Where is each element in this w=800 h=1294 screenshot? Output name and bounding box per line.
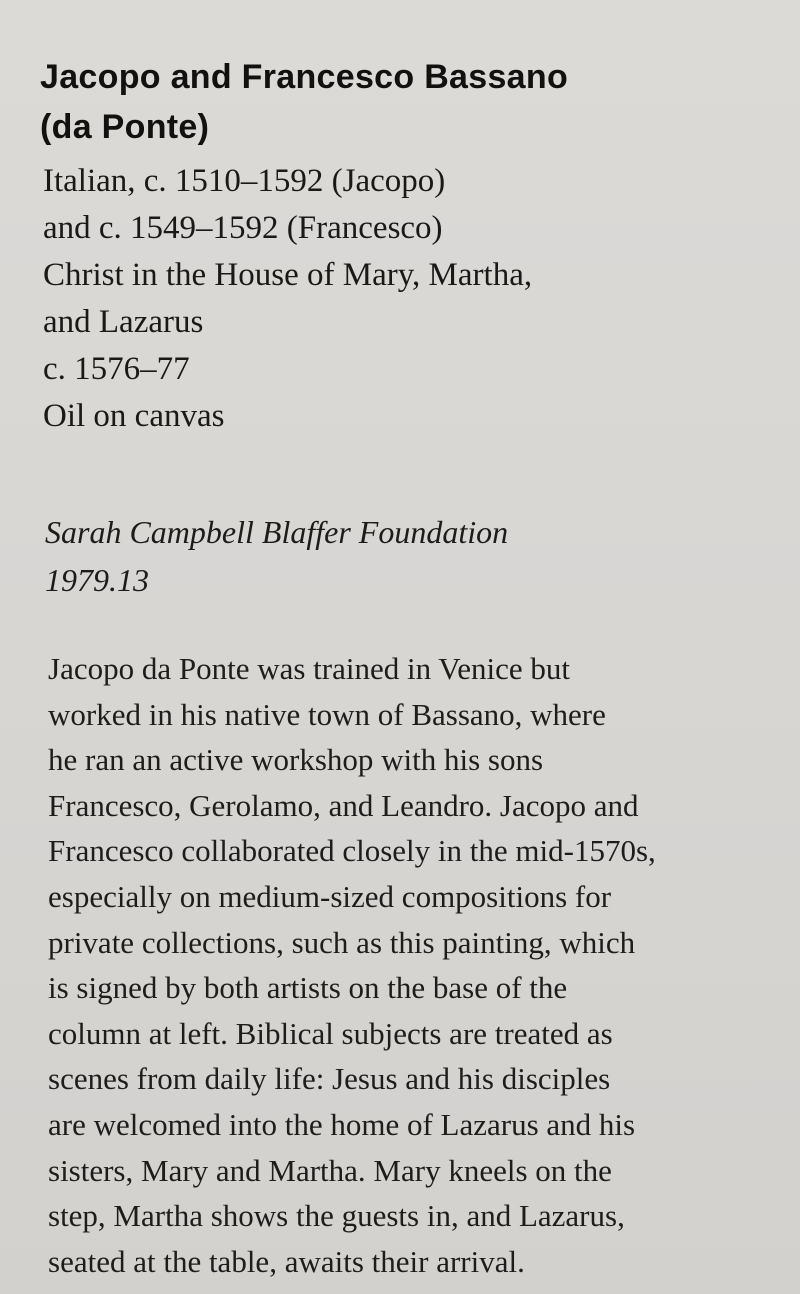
description-line: Jacopo da Ponte was trained in Venice but (48, 651, 570, 686)
description-line: sisters, Mary and Martha. Mary kneels on the (48, 1152, 612, 1188)
description-line: scenes from daily life: Jesus and his disciples (48, 1061, 611, 1097)
description-text (48, 646, 778, 1284)
description-line: private collections, such as this painting, which (48, 924, 636, 960)
artist-name (40, 52, 760, 152)
credit-line (45, 508, 765, 604)
description-line: are welcomed into the home of Lazarus and his (48, 1106, 636, 1142)
description-line: is signed by both artists on the base of the (48, 970, 568, 1006)
description-line: Francesco, Gerolamo, and Leandro. Jacopo and (48, 787, 639, 823)
description-line: he ran an active workshop with his sons (48, 742, 544, 778)
description-line: column at left. Biblical subjects are treated as (48, 1015, 613, 1051)
description-line: seated at the table, awaits their arrival. (48, 1243, 525, 1279)
nationality-dates-line-2: and c. 1549–1592 (Francesco) (43, 210, 443, 246)
artist-name-line-2: (da Ponte) (40, 108, 210, 146)
description-line: especially on medium-sized compositions for (48, 878, 612, 914)
description-line: worked in his native town of Bassano, where (48, 696, 606, 732)
artwork-date: c. 1576–77 (43, 351, 190, 387)
artwork-details (43, 158, 763, 440)
accession-number: 1979.13 (45, 562, 149, 598)
nationality-dates-line-1: Italian, c. 1510–1592 (Jacopo) (43, 163, 446, 199)
description-line: step, Martha shows the guests in, and Lazarus, (48, 1198, 625, 1234)
artwork-title-line-2: and Lazarus (43, 304, 204, 340)
artwork-medium: Oil on canvas (43, 398, 225, 434)
collection-name: Sarah Campbell Blaffer Foundation (45, 514, 509, 550)
description-line: Francesco collaborated closely in the mid-1570s, (48, 833, 656, 869)
artist-name-line-1: Jacopo and Francesco Bassano (40, 58, 569, 96)
artwork-title-line-1: Christ in the House of Mary, Martha, (43, 257, 533, 293)
